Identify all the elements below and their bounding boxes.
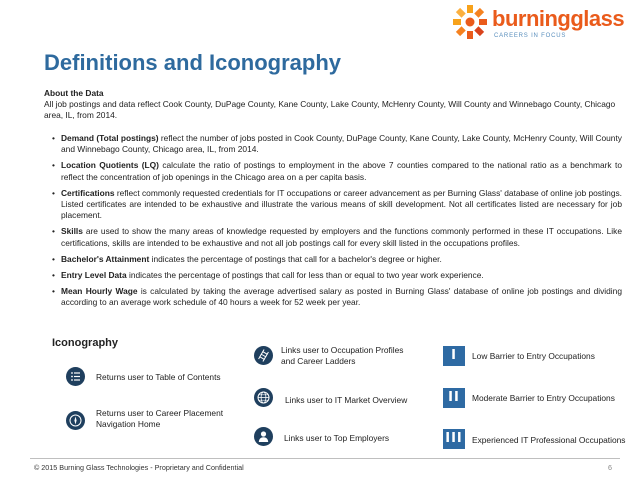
definition-item [52,188,622,222]
top-employers-icon-label: Links user to Top Employers [284,433,390,443]
definition-item [52,270,622,281]
definition-text: reflect the number of jobs posted in Cook County, DuPage County, Kane County, Lake County, McHenry County, Will County and Winnebago County, Chicago area, IL, from 2014. [61,133,622,155]
sunburst-logo-icon [452,4,488,40]
person-icon[interactable] [254,427,273,446]
footer-copyright: © 2015 Burning Glass Technologies - Proprietary and Confidential [34,463,244,472]
definition-item [52,286,622,308]
page-number: 6 [608,463,612,472]
globe-icon[interactable] [254,388,273,407]
iconography-heading: Iconography [52,337,119,349]
definition-text: are used to show the many areas of knowledge requested by employers and the functions commonly performed in these IT occupations. Like certifications, skills are intended to be exhaustive and not all job postings call for every skill listed in the occupations profiles. [61,226,622,248]
definition-item [52,254,622,265]
logo-tagline: CAREERS IN FOCUS [494,33,567,39]
definition-text: calculate the ratio of postings to employment in the above 7 counties compared to the national ratio as a benchmark to reflect the concentration of job openings in the Chicago area on a per capita basis. [61,160,622,182]
definition-term: Location Quotients (LQ) [61,160,159,171]
definition-item [52,133,622,155]
about-section [44,88,624,121]
logo-wordmark: burningglass [492,6,625,31]
definition-text: indicates the percentage of postings that call for a bachelor's degree or higher. [149,253,442,264]
low-barrier-label: Low Barrier to Entry Occupations [472,351,595,361]
definition-item [52,226,622,248]
experienced-label: Experienced IT Professional Occupations [472,435,626,445]
table-of-contents-icon[interactable] [66,367,85,386]
career-nav-icon-label: Returns user to Career Placement Navigation Home [96,408,224,429]
definition-term: Bachelor's Attainment [61,253,150,264]
toc-icon-label: Returns user to Table of Contents [96,372,221,382]
about-text: All job postings and data reflect Cook County, DuPage County, Kane County, Lake County, McHenry County, Will County and Winnebago County, Chicago area, IL, from 2014. [44,99,616,120]
footer-divider [30,458,620,459]
definition-term: Entry Level Data [61,270,127,281]
it-market-icon-label: Links user to IT Market Overview [285,395,408,405]
moderate-barrier-icon[interactable]: II [443,388,465,408]
experienced-icon[interactable]: III [443,429,465,449]
definition-text: indicates the percentage of postings that call for less than or equal to two year work experience. [126,270,484,281]
definition-text: is calculated by taking the average advertised salary as posted in Burning Glass' database of online job postings and dividing according to an average work schedule of 40 hours a week for 52 week per year. [61,286,622,308]
page-title: Definitions and Iconography [44,50,342,75]
definition-term: Certifications [61,187,115,198]
burning-glass-logo [452,4,632,44]
low-barrier-icon[interactable]: I [443,346,465,366]
definition-text: reflect commonly requested credentials for IT occupations or career advancement as per Burning Glass' database of online job postings. Listed certificates are intended to be exhaustive and illustrate the various means of skill development. Not all certificates listed are necessary for job placement. [61,187,623,221]
definitions-list [52,133,622,314]
definition-item [52,160,622,182]
ladder-icon[interactable] [254,346,273,365]
about-heading: About the Data [44,88,104,98]
compass-icon[interactable] [66,411,85,430]
definition-term: Skills [61,226,83,237]
definition-term: Demand (Total postings) [61,133,159,143]
moderate-barrier-label: Moderate Barrier to Entry Occupations [472,393,615,403]
definition-term: Mean Hourly Wage [61,286,138,297]
occupation-profiles-icon-label: Links user to Occupation Profiles and Career Ladders [281,345,404,366]
